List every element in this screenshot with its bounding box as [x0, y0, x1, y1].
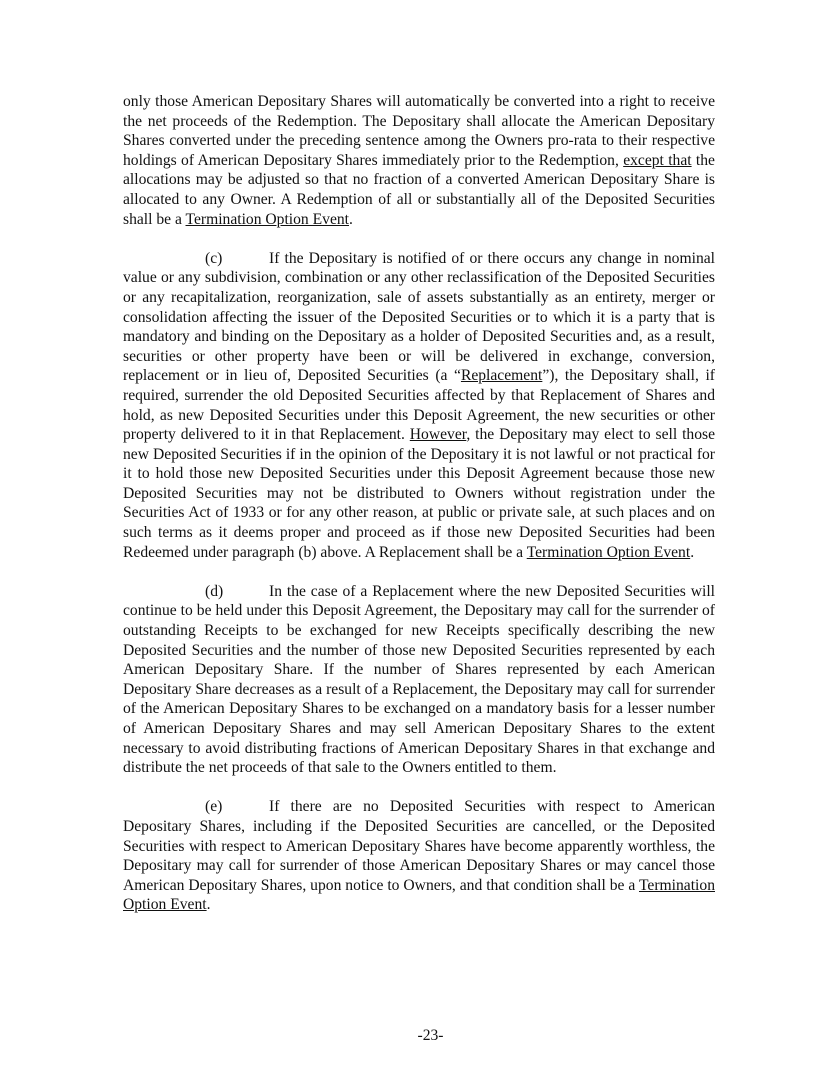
paragraph-label: (c)	[205, 249, 223, 267]
paragraph-text: .	[690, 543, 695, 561]
paragraph-d	[123, 582, 715, 778]
defined-term: Termination Option Event	[185, 210, 349, 228]
defined-term: Termination Option Event	[123, 876, 715, 914]
defined-term: However	[409, 426, 467, 444]
paragraph-text: If there are no Deposited Securities with respect to American Depositary Shares, including if the Deposited Securities are cancelled, or the Deposited Securities with respect to American Depositary Shares have become apparently worthless, the Depositary may call for surrender of those American Depositary Shares or may cancel those American Depositary Shares, upon notice to Owners, and that condition shall be a	[123, 798, 715, 894]
defined-term: Termination Option Event	[526, 543, 691, 561]
paragraph-text: In the case of a Replacement where the new Deposited Securities will continue to be held under this Deposit Agreement, the Depositary may call for the surrender of outstanding Receipts to be exchanged for new Receipts specifically describing the new Deposited Securities and the number of those new Deposited Securities represented by each American Depositary Share. If the number of Shares represented by each American Depositary Share decreases as a result of a Replacement, the Depositary may call for surrender of the American Depositary Shares to be exchanged on a mandatory basis for a lesser number of American Depositary Shares and may sell American Depositary Shares to the extent necessary to avoid distributing fractions of American Depositary Shares in that exchange and distribute the net proceeds of that sale to the Owners entitled to them.	[123, 582, 715, 777]
paragraph-text: If the Depositary is notified of or there occurs any change in nominal value or any subdivision, combination or any other reclassification of the Deposited Securities or any recapitalization, reorganization, sale of assets substantially as an entirety, merger or consolidation affecting the issuer of the Deposited Securities or to which it is a party that is mandatory and binding on the Depositary as a holder of Deposited Securities and, as a result, securities or other property have been or will be delivered in exchange, conversion, replacement or in lieu of, Deposited Securities (a “	[123, 249, 715, 385]
paragraph-label: (d)	[205, 582, 224, 600]
defined-term: Replacement	[460, 367, 543, 385]
paragraph-text: ”), the Depositary shall, if required, surrender the old Deposited Securities affected by that Replacement of Shares and hold, as new Deposited Securities under this Deposit Agreement, the new securities or other property delivered to it in that Replacement.	[123, 367, 715, 444]
paragraph-e	[123, 797, 715, 915]
document-page	[123, 92, 715, 935]
paragraph-text: only those American Depositary Shares will automatically be converted into a right to receive the net proceeds of the Redemption. The Depositary shall allocate the American Depositary Shares converted under the preceding sentence among the Owners pro-rata to their respective holdings of American Depositary Shares immediately prior to the Redemption,	[123, 93, 715, 169]
page-number: -23-	[417, 1027, 444, 1044]
paragraph-label: (e)	[205, 798, 223, 816]
paragraph-text: .	[206, 896, 211, 914]
paragraph-text: .	[349, 210, 353, 228]
paragraph-text: , the Depositary may elect to sell those new Deposited Securities if in the opinion of the Depositary it is not lawful or not practical for it to hold those new Deposited Securities under this Deposit Agreement because those new Deposited Securities may not be distributed to Owners without registration under the Securities Act of 1933 or for any other reason, at public or private sale, at such places and on such terms as it deems proper and proceed as if those new Deposited Securities had been Redeemed under paragraph (b) above. A Replacement shall be a	[123, 426, 715, 561]
paragraph-c	[123, 249, 715, 563]
paragraph-continued	[123, 92, 715, 229]
paragraph-text: the allocations may be adjusted so that no fraction of a converted American Depositary Share is allocated to any Owner. A Redemption of all or substantially all of the Deposited Securities shall be a	[123, 151, 715, 228]
defined-term: except that	[623, 151, 692, 169]
